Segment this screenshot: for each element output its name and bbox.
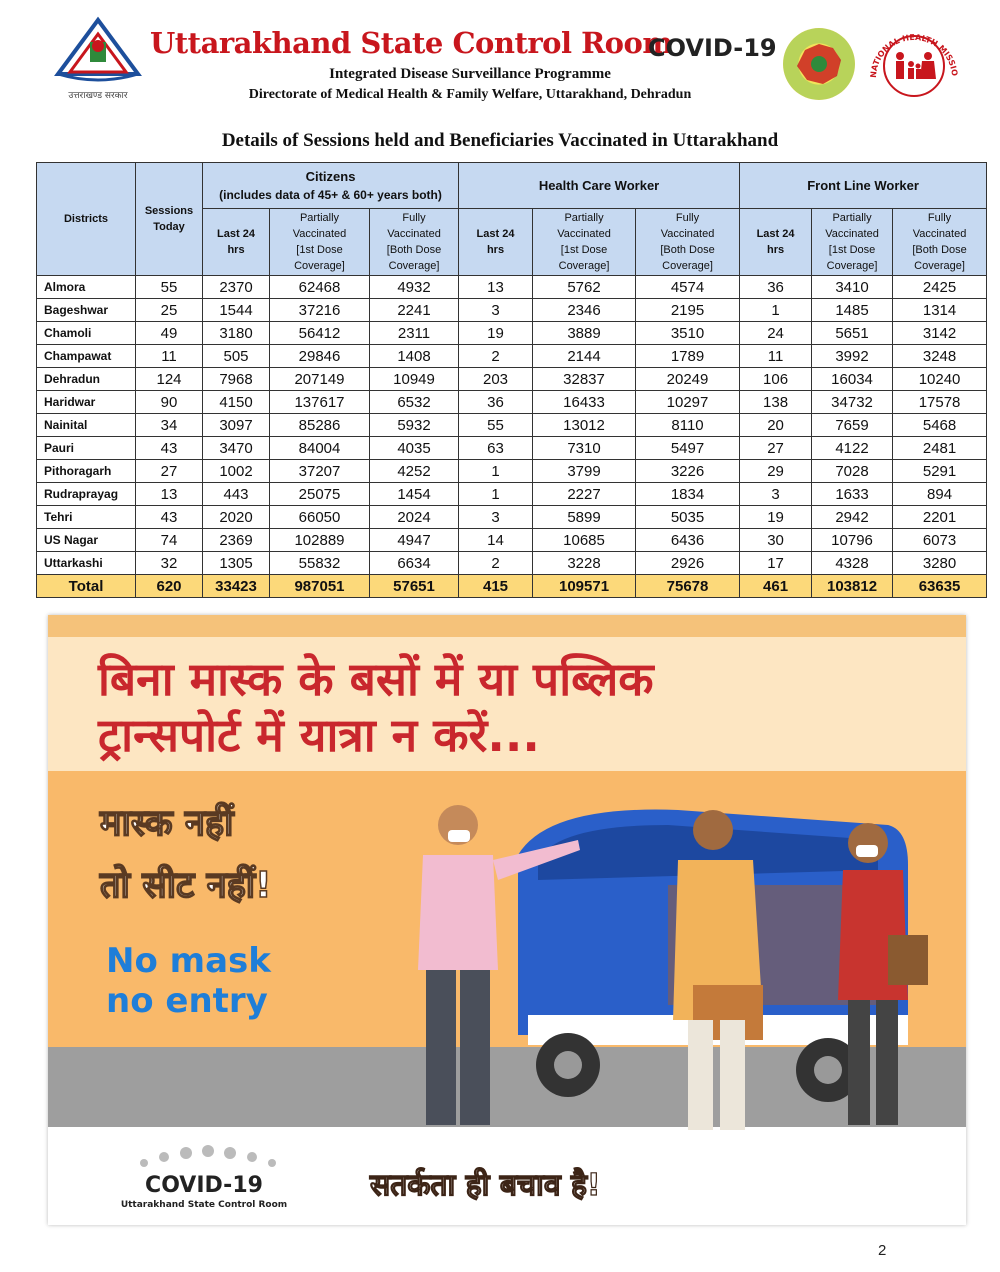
value-cell: 5035	[636, 506, 740, 529]
value-cell: 5899	[533, 506, 636, 529]
value-cell: 3248	[893, 345, 987, 368]
value-cell: 56412	[270, 322, 370, 345]
value-cell: 7968	[203, 368, 270, 391]
value-cell: 37207	[270, 460, 370, 483]
total-value-cell: 33423	[203, 575, 270, 598]
value-cell: 24	[740, 322, 812, 345]
value-cell: 7659	[812, 414, 893, 437]
value-cell: 2	[459, 345, 533, 368]
value-cell: 10297	[636, 391, 740, 414]
total-value-cell: 57651	[370, 575, 459, 598]
value-cell: 5932	[370, 414, 459, 437]
poster-covid-logo-text: COVID-19	[145, 1173, 263, 1198]
value-cell: 2370	[203, 276, 270, 299]
table-row	[37, 460, 987, 483]
subheader-full-line: [Both Dose	[912, 244, 967, 256]
value-cell: 32837	[533, 368, 636, 391]
poster-slogan: सतर्कता ही बचाव है!	[370, 1168, 601, 1203]
value-cell: 2311	[370, 322, 459, 345]
uttarakhand-govt-logo	[52, 16, 144, 106]
header-citizens-label: Citizens	[305, 168, 356, 184]
district-cell: Uttarkashi	[37, 552, 136, 575]
subheader-flw-full	[893, 209, 987, 276]
value-cell: 27	[136, 460, 203, 483]
value-cell: 894	[893, 483, 987, 506]
table-row	[37, 322, 987, 345]
value-cell: 4574	[636, 276, 740, 299]
subheader-partial-line: [1st Dose	[296, 244, 343, 256]
table-body	[37, 276, 987, 598]
total-value-cell: 620	[136, 575, 203, 598]
subheader-full-line: Vaccinated	[912, 228, 967, 240]
value-cell: 2144	[533, 345, 636, 368]
value-cell: 3799	[533, 460, 636, 483]
value-cell: 66050	[270, 506, 370, 529]
total-value-cell: 63635	[893, 575, 987, 598]
subheader-partial-line: Vaccinated	[557, 228, 611, 240]
value-cell: 7310	[533, 437, 636, 460]
subheader-flw-last24	[740, 209, 812, 276]
awareness-poster	[48, 615, 966, 1225]
value-cell: 443	[203, 483, 270, 506]
subheader-partial-line: Partially	[299, 212, 340, 224]
left-logo-caption: उत्तराखण्ड सरकार	[68, 91, 128, 101]
value-cell: 13012	[533, 414, 636, 437]
value-cell: 6634	[370, 552, 459, 575]
subheader-last24-line2: hrs	[766, 244, 785, 256]
poster-mask-line-1: मास्क नहीं	[100, 803, 234, 844]
value-cell: 505	[203, 345, 270, 368]
value-cell: 43	[136, 506, 203, 529]
value-cell: 34732	[812, 391, 893, 414]
header-sessions-today	[136, 163, 203, 276]
subheader-full-line: Fully	[402, 212, 426, 224]
subheader-hcw-full	[636, 209, 740, 276]
nhm-logo-text: NATIONAL HEALTH MISSIO	[868, 32, 960, 79]
district-cell: Tehri	[37, 506, 136, 529]
poster-covid-logo-caption: Uttarakhand State Control Room	[120, 1200, 288, 1210]
subheader-citizens-partial	[270, 209, 370, 276]
value-cell: 6436	[636, 529, 740, 552]
value-cell: 63	[459, 437, 533, 460]
table-row	[37, 345, 987, 368]
value-cell: 4328	[812, 552, 893, 575]
value-cell: 5291	[893, 460, 987, 483]
table-row	[37, 414, 987, 437]
value-cell: 16433	[533, 391, 636, 414]
value-cell: 3	[459, 506, 533, 529]
value-cell: 2	[459, 552, 533, 575]
value-cell: 2926	[636, 552, 740, 575]
value-cell: 4035	[370, 437, 459, 460]
uttarakhand-map-logo	[783, 28, 855, 100]
total-value-cell: 461	[740, 575, 812, 598]
value-cell: 1314	[893, 299, 987, 322]
value-cell: 3142	[893, 322, 987, 345]
value-cell: 1454	[370, 483, 459, 506]
value-cell: 4932	[370, 276, 459, 299]
subheader-full-line: Coverage]	[388, 260, 440, 272]
value-cell: 17	[740, 552, 812, 575]
value-cell: 37216	[270, 299, 370, 322]
value-cell: 1002	[203, 460, 270, 483]
subheader-full-line: [Both Dose	[386, 244, 442, 256]
value-cell: 3510	[636, 322, 740, 345]
value-cell: 3410	[812, 276, 893, 299]
vaccination-table	[36, 162, 987, 598]
value-cell: 1633	[812, 483, 893, 506]
subheader-full-line: Vaccinated	[387, 228, 441, 240]
district-cell: Almora	[37, 276, 136, 299]
value-cell: 14	[459, 529, 533, 552]
value-cell: 36	[459, 391, 533, 414]
total-label-cell: Total	[37, 575, 136, 598]
subheader-full-line: [Both Dose	[660, 244, 715, 256]
value-cell: 2024	[370, 506, 459, 529]
value-cell: 3470	[203, 437, 270, 460]
subheader-last24-line1: Last 24	[217, 228, 255, 240]
value-cell: 20249	[636, 368, 740, 391]
district-cell: Pauri	[37, 437, 136, 460]
value-cell: 1	[459, 483, 533, 506]
value-cell: 34	[136, 414, 203, 437]
document-heading: Details of Sessions held and Beneficiaries Vaccinated in Uttarakhand	[221, 130, 779, 151]
value-cell: 20	[740, 414, 812, 437]
subheader-partial-line: Partially	[832, 212, 872, 224]
district-cell: Haridwar	[37, 391, 136, 414]
value-cell: 10240	[893, 368, 987, 391]
poster-covid-logo	[104, 1145, 304, 1210]
district-cell: Chamoli	[37, 322, 136, 345]
value-cell: 3097	[203, 414, 270, 437]
table-row	[37, 299, 987, 322]
value-cell: 1544	[203, 299, 270, 322]
value-cell: 1408	[370, 345, 459, 368]
subheader-partial-line: Coverage]	[558, 260, 610, 272]
value-cell: 30	[740, 529, 812, 552]
district-cell: Nainital	[37, 414, 136, 437]
poster-mask-line-2: तो सीट नहीं!	[100, 865, 272, 906]
page-header	[0, 0, 1000, 120]
subheader-last24-line1: Last 24	[756, 228, 795, 240]
value-cell: 8110	[636, 414, 740, 437]
district-cell: US Nagar	[37, 529, 136, 552]
subheader-partial-line: Vaccinated	[292, 228, 347, 240]
value-cell: 3228	[533, 552, 636, 575]
value-cell: 17578	[893, 391, 987, 414]
value-cell: 3889	[533, 322, 636, 345]
value-cell: 6073	[893, 529, 987, 552]
table-row	[37, 276, 987, 299]
subheader-partial-line: [1st Dose	[828, 244, 876, 256]
value-cell: 2227	[533, 483, 636, 506]
header-sessions-today-text: Sessions Today	[144, 205, 194, 233]
value-cell: 29846	[270, 345, 370, 368]
value-cell: 2481	[893, 437, 987, 460]
value-cell: 137617	[270, 391, 370, 414]
value-cell: 3280	[893, 552, 987, 575]
subheader-hcw-last24	[459, 209, 533, 276]
value-cell: 7028	[812, 460, 893, 483]
nhm-logo	[866, 18, 962, 98]
value-cell: 3	[459, 299, 533, 322]
table-row	[37, 483, 987, 506]
subheader-partial-line: Coverage]	[826, 260, 878, 272]
poster-english-line-2: no entry	[106, 981, 268, 1021]
value-cell: 32	[136, 552, 203, 575]
value-cell: 74	[136, 529, 203, 552]
value-cell: 4947	[370, 529, 459, 552]
map-icon	[783, 28, 855, 100]
value-cell: 49	[136, 322, 203, 345]
value-cell: 3992	[812, 345, 893, 368]
value-cell: 2346	[533, 299, 636, 322]
poster-top-stripe	[48, 615, 966, 637]
value-cell: 5468	[893, 414, 987, 437]
subheader-partial-line: Partially	[564, 212, 604, 224]
value-cell: 3226	[636, 460, 740, 483]
value-cell: 19	[459, 322, 533, 345]
value-cell: 1305	[203, 552, 270, 575]
subheader-partial-line: [1st Dose	[560, 244, 608, 256]
value-cell: 1485	[812, 299, 893, 322]
header-districts: Districts	[37, 163, 136, 276]
poster-english-line-1: No mask	[106, 941, 271, 981]
value-cell: 25	[136, 299, 203, 322]
header-hcw-group: Health Care Worker	[459, 163, 740, 209]
table-row	[37, 391, 987, 414]
mountain-emblem-icon	[52, 16, 144, 88]
subheader-hcw-partial	[533, 209, 636, 276]
value-cell: 16034	[812, 368, 893, 391]
district-cell: Champawat	[37, 345, 136, 368]
value-cell: 84004	[270, 437, 370, 460]
total-row	[37, 575, 987, 598]
header-citizens-note: (includes data of 45+ & 60+ years both)	[219, 187, 442, 202]
value-cell: 102889	[270, 529, 370, 552]
value-cell: 4252	[370, 460, 459, 483]
total-value-cell: 109571	[533, 575, 636, 598]
value-cell: 2020	[203, 506, 270, 529]
dots-arc-icon	[104, 1145, 304, 1169]
value-cell: 2425	[893, 276, 987, 299]
covid19-mark-text: COVID-19	[648, 34, 777, 62]
value-cell: 10685	[533, 529, 636, 552]
table-row	[37, 437, 987, 460]
district-cell: Pithoragarh	[37, 460, 136, 483]
district-cell: Bageshwar	[37, 299, 136, 322]
poster-hindi-line-1: बिना मास्क के बसों में या पब्लिक	[98, 652, 654, 706]
value-cell: 2942	[812, 506, 893, 529]
value-cell: 1	[459, 460, 533, 483]
subheader-last24-line2: hrs	[227, 244, 245, 256]
value-cell: 36	[740, 276, 812, 299]
subheader-partial-line: Coverage]	[294, 260, 345, 272]
value-cell: 27	[740, 437, 812, 460]
table-row	[37, 552, 987, 575]
subheader-partial-line: Vaccinated	[825, 228, 879, 240]
total-value-cell: 987051	[270, 575, 370, 598]
subheader-citizens-last24	[203, 209, 270, 276]
table-row	[37, 529, 987, 552]
subheader-flw-partial	[812, 209, 893, 276]
subheader-last24-line2: hrs	[486, 244, 505, 256]
total-value-cell: 415	[459, 575, 533, 598]
page-number: 2	[878, 1242, 887, 1259]
value-cell: 138	[740, 391, 812, 414]
value-cell: 10796	[812, 529, 893, 552]
value-cell: 55832	[270, 552, 370, 575]
value-cell: 5762	[533, 276, 636, 299]
value-cell: 2369	[203, 529, 270, 552]
value-cell: 3180	[203, 322, 270, 345]
value-cell: 2195	[636, 299, 740, 322]
value-cell: 13	[136, 483, 203, 506]
value-cell: 55	[459, 414, 533, 437]
table-row	[37, 368, 987, 391]
total-value-cell: 103812	[812, 575, 893, 598]
table-row	[37, 506, 987, 529]
value-cell: 25075	[270, 483, 370, 506]
value-cell: 1789	[636, 345, 740, 368]
value-cell: 106	[740, 368, 812, 391]
subheader-full-line: Coverage]	[914, 260, 965, 272]
subtitle-programme: Integrated Disease Surveillance Programme	[329, 66, 611, 82]
page-title: Uttarakhand State Control Room	[150, 26, 673, 60]
value-cell: 1834	[636, 483, 740, 506]
value-cell: 11	[740, 345, 812, 368]
value-cell: 5497	[636, 437, 740, 460]
value-cell: 2201	[893, 506, 987, 529]
covid19-mark	[648, 34, 777, 62]
value-cell: 29	[740, 460, 812, 483]
subtitle-directorate: Directorate of Medical Health & Family Welfare, Uttarakhand, Dehradun	[248, 87, 692, 102]
value-cell: 10949	[370, 368, 459, 391]
value-cell: 4122	[812, 437, 893, 460]
value-cell: 6532	[370, 391, 459, 414]
header-citizens-group	[203, 163, 459, 209]
header-flw-group: Front Line Worker	[740, 163, 987, 209]
subheader-full-line: Vaccinated	[660, 228, 715, 240]
subheader-citizens-full	[370, 209, 459, 276]
subheader-full-line: Fully	[927, 212, 952, 224]
district-cell: Dehradun	[37, 368, 136, 391]
value-cell: 4150	[203, 391, 270, 414]
value-cell: 62468	[270, 276, 370, 299]
value-cell: 43	[136, 437, 203, 460]
subheader-full-line: Coverage]	[662, 260, 713, 272]
nhm-family-icon	[866, 18, 962, 98]
value-cell: 207149	[270, 368, 370, 391]
total-value-cell: 75678	[636, 575, 740, 598]
subheader-full-line: Fully	[675, 212, 700, 224]
value-cell: 55	[136, 276, 203, 299]
subheader-last24-line1: Last 24	[476, 228, 515, 240]
value-cell: 19	[740, 506, 812, 529]
value-cell: 1	[740, 299, 812, 322]
value-cell: 124	[136, 368, 203, 391]
value-cell: 13	[459, 276, 533, 299]
poster-hindi-line-2: ट्रान्सपोर्ट में यात्रा न करें...	[98, 708, 540, 762]
value-cell: 5651	[812, 322, 893, 345]
value-cell: 2241	[370, 299, 459, 322]
value-cell: 85286	[270, 414, 370, 437]
value-cell: 203	[459, 368, 533, 391]
value-cell: 11	[136, 345, 203, 368]
district-cell: Rudraprayag	[37, 483, 136, 506]
value-cell: 90	[136, 391, 203, 414]
value-cell: 3	[740, 483, 812, 506]
auto-rickshaw-illustration	[348, 785, 948, 1135]
